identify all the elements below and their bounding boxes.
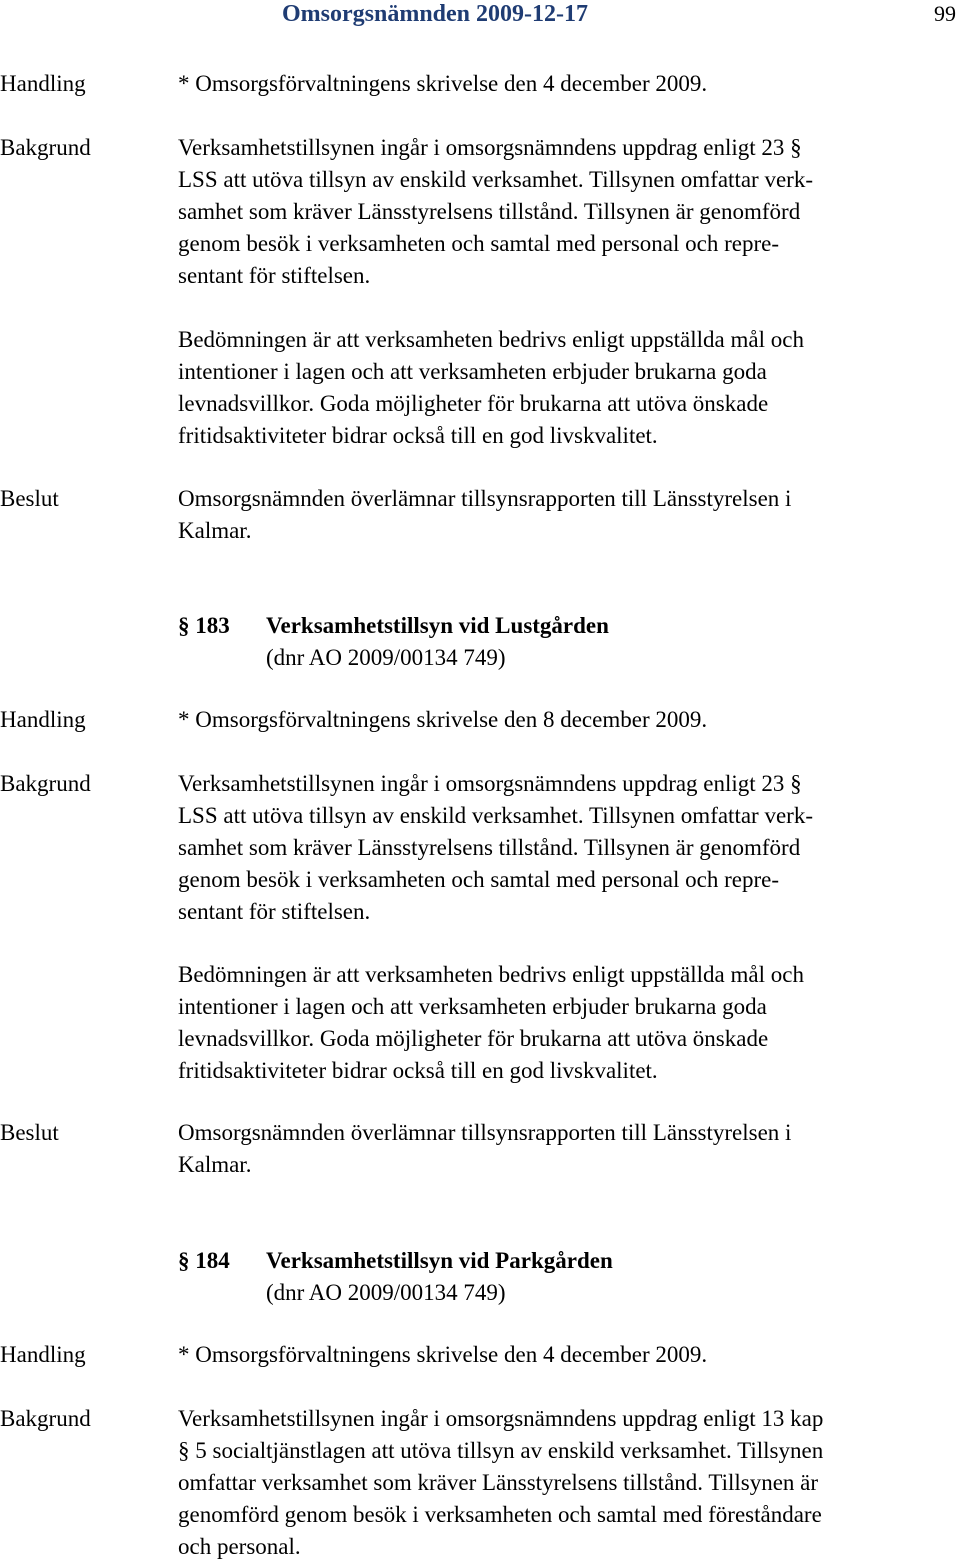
section-dnr: (dnr AO 2009/00134 749) xyxy=(266,1280,506,1305)
section-number: § 183 xyxy=(178,613,230,638)
beslut-label: Beslut xyxy=(0,486,59,511)
bakgrund-label: Bakgrund xyxy=(0,135,91,160)
section-title: Verksamhetstillsyn vid Parkgården xyxy=(266,1248,613,1273)
bedomning-text: Bedömningen är att verksamheten bedrivs enligt uppställda mål och intentioner i lagen och att verksamheten erbjuder brukarna goda levnadsvillkor. Goda möjligheter för brukarna att utöva önskade fritidsaktiviteter bidrar också till en god livskvalitet. xyxy=(178,962,804,1083)
beslut-text: Omsorgsnämnden överlämnar tillsynsrapporten till Länsstyrelsen i Kalmar. xyxy=(178,1120,792,1177)
section-184-heading xyxy=(178,1245,953,1309)
bedomning-text: Bedömningen är att verksamheten bedrivs enligt uppställda mål och intentioner i lagen och att verksamheten erbjuder brukarna goda levnadsvillkor. Goda möjligheter för brukarna att utöva önskade fritidsaktiviteter bidrar också till en god livskvalitet. xyxy=(178,327,804,448)
handling-label: Handling xyxy=(0,71,86,96)
bakgrund-label: Bakgrund xyxy=(0,1406,91,1431)
beslut-label: Beslut xyxy=(0,1120,59,1145)
header-title: Omsorgsnämnden 2009-12-17 xyxy=(282,1,589,27)
section-title: Verksamhetstillsyn vid Lustgården xyxy=(266,613,609,638)
section-183-heading xyxy=(178,610,953,674)
handling-text: * Omsorgsförvaltningens skrivelse den 8 december 2009. xyxy=(178,707,708,732)
beslut-text: Omsorgsnämnden överlämnar tillsynsrapporten till Länsstyrelsen i Kalmar. xyxy=(178,486,792,543)
handling-label: Handling xyxy=(0,707,86,732)
bakgrund-text: Verksamhetstillsynen ingår i omsorgsnämndens uppdrag enligt 13 kap § 5 socialtjänstlagen att utöva tillsyn av enskild verksamhet. Tillsynen omfattar verksamhet som kräver Länsstyrelsens tillstånd. Tillsynen är genomförd genom besök i verksamheten och samtal med föreståndare och personal. xyxy=(178,1406,824,1559)
handling-label: Handling xyxy=(0,1342,86,1367)
page-number: 99 xyxy=(934,1,956,26)
handling-text: * Omsorgsförvaltningens skrivelse den 4 december 2009. xyxy=(178,1342,708,1367)
section-number: § 184 xyxy=(178,1248,230,1273)
handling-text: * Omsorgsförvaltningens skrivelse den 4 december 2009. xyxy=(178,71,708,96)
bakgrund-text: Verksamhetstillsynen ingår i omsorgsnämndens uppdrag enligt 23 § LSS att utöva tillsyn av enskild verksamhet. Tillsynen omfattar verk- samhet som kräver Länsstyrelsens tillstånd. Tillsynen är genomförd genom besök i verksamheten och samtal med personal och repre- sentant för stiftelsen. xyxy=(178,135,813,288)
bakgrund-label: Bakgrund xyxy=(0,771,91,796)
bakgrund-text: Verksamhetstillsynen ingår i omsorgsnämndens uppdrag enligt 23 § LSS att utöva tillsyn av enskild verksamhet. Tillsynen omfattar verk- samhet som kräver Länsstyrelsens tillstånd. Tillsynen är genomförd genom besök i verksamheten och samtal med personal och repre- sentant för stiftelsen. xyxy=(178,771,813,924)
page-header xyxy=(0,0,960,30)
section-dnr: (dnr AO 2009/00134 749) xyxy=(266,645,506,670)
